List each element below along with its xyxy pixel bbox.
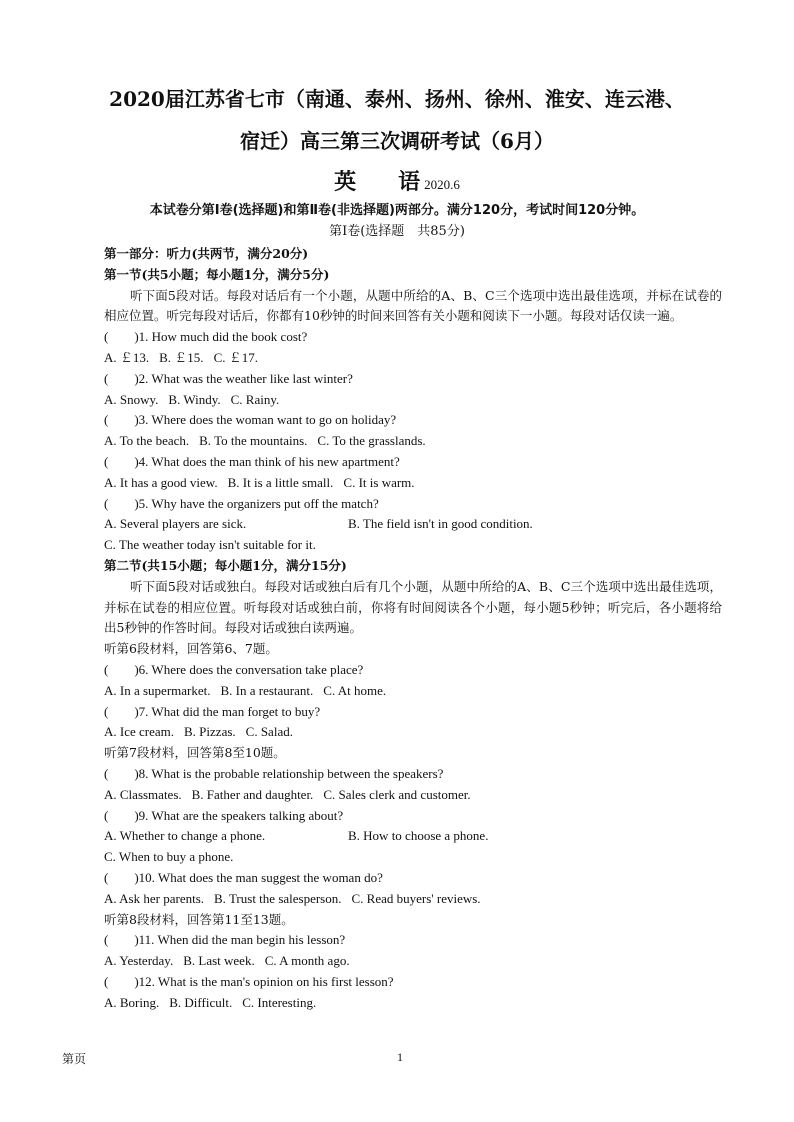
question-12: ( )12. What is the man's opinion on his first lesson? [104,973,394,989]
option-c: C. ￡17. [213,349,258,365]
question-5: ( )5. Why have the organizers put off the match? [104,495,379,511]
option-c: C. It is warm. [343,474,415,490]
option-b: B. Windy. [168,391,221,407]
options-12 [104,993,722,1014]
options-9-ab [104,826,722,847]
question-4: ( )4. What does the man think of his new apartment? [104,453,400,469]
option-b: B. How to choose a phone. [348,828,489,844]
question-11: ( )11. When did the man begin his lesson? [104,932,346,948]
option-a: A. Ask her parents. [104,890,205,906]
exam-title-line2: 宿迁）高三第三次调研考试（6月） [240,129,554,153]
section2-heading: 第二节(共15小题；每小题1分，满分15分) [104,557,347,573]
question-1: ( )1. How much did the book cost? [104,329,308,345]
material-7-heading: 听第7段材料，回答第8至10题。 [104,745,286,761]
option-a: A. Several players are sick. [104,516,247,532]
option-c: C. At home. [323,682,387,698]
question-8: ( )8. What is the probable relationship between the speakers? [104,765,444,781]
option-b: B. The field isn't in good condition. [348,516,533,532]
question-10: ( )10. What does the man suggest the woman do? [104,869,383,885]
section1-instructions: 听下面5段对话。每段对话后有一个小题，从题中所给的A、B、C三个选项中选出最佳选项，并标在试卷的相应位置。听完每段对话后，你都有10秒钟的时间来回答有关小题和阅读下一小题。每段对话仅读一遍。 [104,287,722,324]
options-3 [104,431,722,452]
option-c: C. Rainy. [230,391,280,407]
option-a: A. ￡13. [104,349,150,365]
material-8-heading: 听第8段材料，回答第11至13题。 [104,911,294,927]
exam-intro: 本试卷分第Ⅰ卷(选择题)和第Ⅱ卷(非选择题)两部分。满分120分，考试时间120分钟。 [149,203,645,218]
options-4 [104,473,722,494]
exam-body [104,244,722,1013]
footer-page-number: 1 [397,1050,403,1064]
option-a: A. Ice cream. [104,724,175,740]
section2-instructions: 听下面5段对话或独白。每段对话或独白后有几个小题，从题中所给的A、B、C三个选项中选出最佳选项，并标在试卷的相应位置。听每段对话或独白前，你将有时间阅读各个小题，每小题5秒钟；听完后，各小题将给出5秒钟的作答时间。每段对话或独白读两遍。 [104,578,722,636]
option-c: C. Read buyers' reviews. [351,890,481,906]
subject-heading [0,168,794,199]
options-11 [104,951,722,972]
option-c: C. Interesting. [242,994,317,1010]
option-c: C. The weather today isn't suitable for it. [104,537,316,553]
option-a: A. Whether to change a phone. [104,828,266,844]
option-a: A. Snowy. [104,391,159,407]
option-b: B. Last week. [183,953,255,969]
options-7 [104,722,722,743]
question-2: ( )2. What was the weather like last winter? [104,370,353,386]
part1-heading: 第一部分：听力(共两节，满分20分) [104,246,309,261]
option-b: B. Pizzas. [184,724,236,740]
footer-page-label: 第页 [62,1052,87,1066]
exam-date: 2020.6 [424,177,460,192]
option-a: A. Yesterday. [104,953,174,969]
material-6-heading: 听第6段材料，回答第6、7题。 [104,641,278,657]
option-b: B. ￡15. [159,349,204,365]
option-b: B. It is a little small. [227,474,334,490]
option-b: B. Father and daughter. [191,786,314,802]
question-9: ( )9. What are the speakers talking about? [104,807,344,823]
option-a: A. To the beach. [104,433,190,449]
option-b: B. Difficult. [169,994,233,1010]
option-c: C. A month ago. [264,953,350,969]
question-7: ( )7. What did the man forget to buy? [104,703,321,719]
exam-title-line1: 2020届江苏省七市（南通、泰州、扬州、徐州、淮安、连云港、 [109,87,685,111]
option-a: A. Boring. [104,994,160,1010]
option-c: C. To the grasslands. [317,433,426,449]
option-c: C. Sales clerk and customer. [323,786,471,802]
options-1 [104,348,722,369]
option-b: B. To the mountains. [199,433,308,449]
subject-char-1: 英 [334,169,357,195]
option-c: C. Salad. [245,724,293,740]
question-3: ( )3. Where does the woman want to go on holiday? [104,412,397,428]
volume-heading: 第Ⅰ卷(选择题 共85分) [329,224,465,239]
option-c: C. When to buy a phone. [104,849,234,865]
option-b: B. In a restaurant. [220,682,314,698]
option-a: A. In a supermarket. [104,682,211,698]
section1-heading: 第一节(共5小题；每小题1分，满分5分) [104,266,330,282]
option-a: A. It has a good view. [104,474,218,490]
options-8 [104,785,722,806]
question-6: ( )6. Where does the conversation take place? [104,661,364,677]
subject-char-2: 语 [398,169,421,195]
options-10 [104,889,722,910]
options-2 [104,390,722,411]
option-b: B. Trust the salesperson. [214,890,342,906]
option-a: A. Classmates. [104,786,182,802]
options-5-ab [104,514,722,535]
options-6 [104,681,722,702]
